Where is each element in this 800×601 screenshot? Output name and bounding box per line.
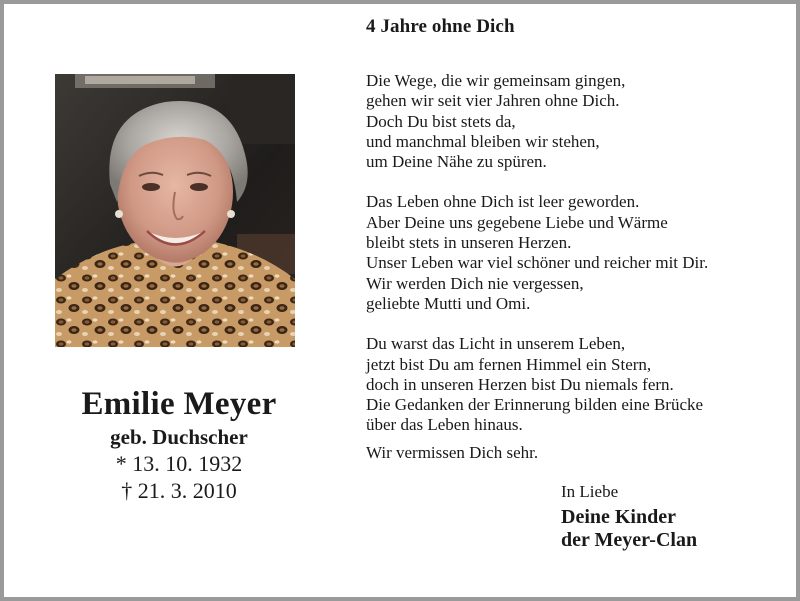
poem-stanza (366, 334, 786, 435)
poem-line: Du warst das Licht in unserem Leben, (366, 334, 626, 354)
poem-line: bleibt stets in unseren Herzen. (366, 233, 572, 253)
poem-line: gehen wir seit vier Jahren ohne Dich. (366, 91, 620, 111)
poem-stanza (366, 71, 786, 172)
signature-line: Deine Kinder (561, 506, 676, 528)
poem-line: Aber Deine uns gegebene Liebe und Wärme (366, 212, 668, 232)
in-liebe-label: In Liebe (561, 482, 619, 501)
portrait-photo-icon (55, 74, 295, 347)
poem-line: jetzt bist Du am fernen Himmel ein Stern, (366, 354, 652, 374)
maiden-name: geb. Duchscher (110, 425, 248, 449)
closing-line: Wir vermissen Dich sehr. (366, 443, 539, 462)
poem-line: Wir werden Dich nie vergessen, (366, 273, 584, 293)
signature (561, 506, 697, 552)
portrait-photo (55, 74, 295, 347)
death-date: † 21. 3. 2010 (121, 478, 237, 503)
poem-line: Das Leben ohne Dich ist leer geworden. (366, 192, 640, 212)
headline: 4 Jahre ohne Dich (366, 16, 515, 37)
poem-line: Die Wege, die wir gemeinsam gingen, (366, 71, 626, 90)
person-info (44, 384, 314, 504)
poem-line: doch in unseren Herzen bist Du niemals fern. (366, 374, 674, 394)
signature-line: der Meyer-Clan (561, 529, 698, 551)
poem-line: Unser Leben war viel schöner und reicher mit Dir. (366, 253, 709, 273)
poem (366, 71, 786, 436)
poem-line: um Deine Nähe zu spüren. (366, 152, 547, 172)
birth-date: * 13. 10. 1932 (115, 451, 243, 476)
poem-line: Die Gedanken der Erinnerung bilden eine Brücke (366, 395, 704, 415)
poem-stanza (366, 192, 786, 314)
poem-line: Doch Du bist stets da, (366, 111, 516, 131)
poem-line: über das Leben hinaus. (366, 415, 523, 435)
poem-line: und manchmal bleiben wir stehen, (366, 131, 600, 151)
poem-line: geliebte Mutti und Omi. (366, 293, 531, 313)
person-name: Emilie Meyer (81, 386, 277, 422)
